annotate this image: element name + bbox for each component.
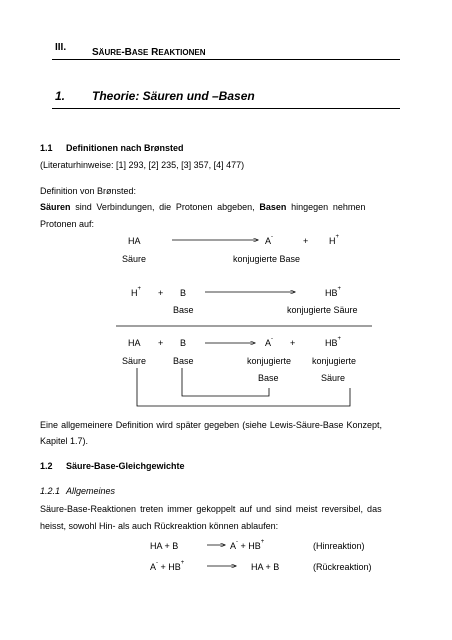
s3-ha: HA [128,338,141,348]
s3-plus2: + [290,338,296,348]
subsection-number: 1.1 [40,143,53,153]
subsubsection-number: 1.2.1 [40,486,61,496]
s1-a: A- [265,234,274,246]
chapter-title: Theorie: Säuren und –Basen [92,89,255,103]
s3-saeure2-label: Säure [321,373,346,383]
definition-label: Definition von Brønsted: [40,186,137,196]
s2-base-label: Base [173,305,194,315]
s2-h: H+ [131,286,142,298]
s3-hb: HB+ [325,336,342,348]
s3-a: A- [265,336,274,348]
s3-base2-label: Base [258,373,279,383]
r2-left: A- + HB+ [150,560,185,572]
allgemeines-line1: Säure-Base-Reaktionen treten immer gekoppelt auf und sind meist reversibel, das [40,504,382,514]
s1-h: H+ [329,234,340,246]
r1-right: A- + HB+ [230,539,265,551]
references: (Literaturhinweise: [1] 293, [2] 235, [3] 357, [4] 477) [40,160,245,170]
s1-ha: HA [128,236,141,246]
s3-konjugierte-2: konjugierte [312,356,357,366]
r2-right: HA + B [251,562,280,572]
bracket-inner [182,368,269,396]
s3-saeure-label: Säure [122,356,147,366]
definition-paragraph-line2: Protonen auf: [40,219,95,229]
s1-saeure-label: Säure [122,254,147,264]
general-def-line2: Kapitel 1.7). [40,436,89,446]
subsection-title: Definitionen nach Brønsted [66,143,184,153]
s3-plus1: + [158,338,164,348]
s3-b: B [180,338,187,348]
bracket-outer [137,368,350,406]
s1-plus: + [303,236,309,246]
s2-konj-saeure-label: konjugierte Säure [287,305,358,315]
s2-hb: HB+ [325,286,342,298]
section-title: SÄURE-BASE REAKTIONEN [92,47,206,58]
s3-base-label: Base [173,356,194,366]
subsection2-number: 1.2 [40,461,53,471]
subsubsection-title: Allgemeines [66,486,116,496]
r1-label: (Hinreaktion) [313,541,365,551]
s2-b: B [180,288,187,298]
subsection2-title: Säure-Base-Gleichgewichte [66,461,185,471]
s2-plus: + [158,288,164,298]
s3-konjugierte-1: konjugierte [247,356,292,366]
allgemeines-line2: heisst, sowohl Hin- als auch Rückreaktion können ablaufen: [40,521,279,531]
general-def-line1: Eine allgemeinere Definition wird später gegeben (siehe Lewis-Säure-Base Konzept, [40,420,382,430]
r2-label: (Rückreaktion) [313,562,372,572]
section-number: III. [55,42,67,53]
chapter-number: 1. [55,89,66,103]
r1-left: HA + B [150,541,179,551]
s1-konj-base-label: konjugierte Base [233,254,301,264]
definition-paragraph: Säuren sind Verbindungen, die Protonen abgeben, Basen hingegen nehmen [40,202,366,212]
